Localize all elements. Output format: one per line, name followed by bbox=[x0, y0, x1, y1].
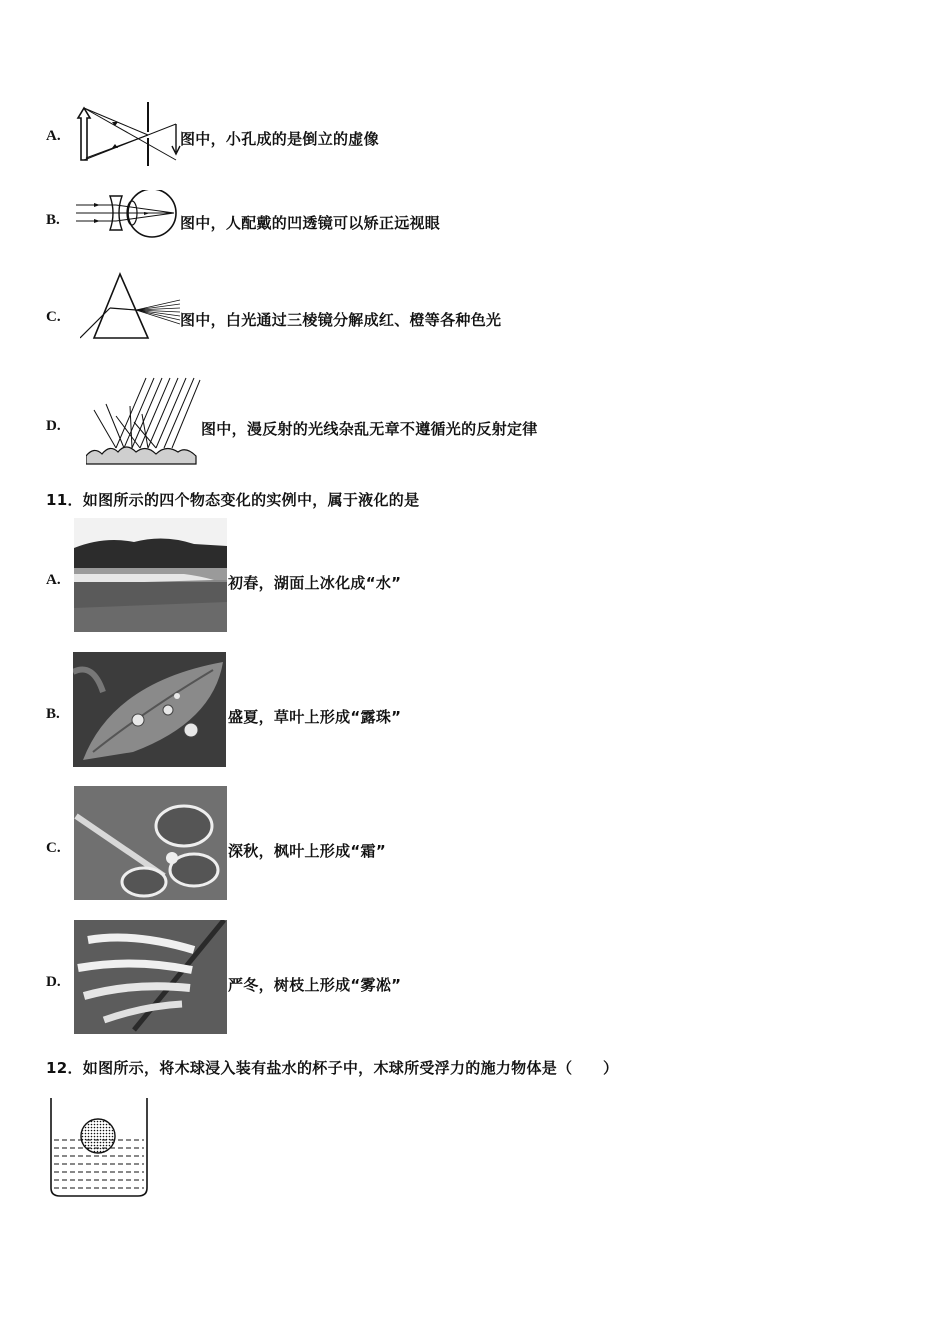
option-label-10a: A. bbox=[46, 128, 61, 144]
option-text-10b: 图中，人配戴的凹透镜可以矫正远视眼 bbox=[180, 214, 441, 232]
ball-in-cup-diagram-icon bbox=[48, 1096, 152, 1200]
option-label-10b: B. bbox=[46, 212, 60, 228]
option-text-11c: 深秋，枫叶上形成“霜” bbox=[228, 842, 387, 860]
option-text-11b: 盛夏，草叶上形成“露珠” bbox=[228, 708, 402, 726]
dew-leaf-photo bbox=[73, 652, 226, 767]
option-label-11a: A. bbox=[46, 572, 61, 588]
option-text-10c: 图中，白光通过三棱镜分解成红、橙等各种色光 bbox=[180, 311, 502, 329]
option-text-11a: 初春，湖面上冰化成“水” bbox=[228, 574, 402, 592]
lake-photo bbox=[74, 518, 227, 632]
option-label-11d: D. bbox=[46, 974, 61, 990]
question-11-stem: 11．如图所示的四个物态变化的实例中，属于液化的是 bbox=[46, 491, 420, 509]
option-label-10d: D. bbox=[46, 418, 61, 434]
question-12-stem: 12．如图所示，将木球浸入装有盐水的杯子中，木球所受浮力的施力物体是（ ） bbox=[46, 1059, 619, 1077]
option-label-11b: B. bbox=[46, 706, 60, 722]
option-label-10c: C. bbox=[46, 309, 61, 325]
pinhole-camera-diagram-icon bbox=[72, 100, 182, 168]
prism-dispersion-diagram-icon bbox=[80, 270, 184, 350]
option-text-11d: 严冬，树枝上形成“雾凇” bbox=[228, 976, 402, 994]
rime-branch-photo bbox=[74, 920, 227, 1034]
option-text-10d: 图中，漫反射的光线杂乱无章不遵循光的反射定律 bbox=[201, 420, 538, 438]
option-text-10a: 图中，小孔成的是倒立的虚像 bbox=[180, 130, 379, 148]
eye-concave-lens-diagram-icon bbox=[74, 190, 180, 238]
diffuse-reflection-diagram-icon bbox=[86, 376, 202, 466]
option-label-11c: C. bbox=[46, 840, 61, 856]
frost-leaf-photo bbox=[74, 786, 227, 900]
